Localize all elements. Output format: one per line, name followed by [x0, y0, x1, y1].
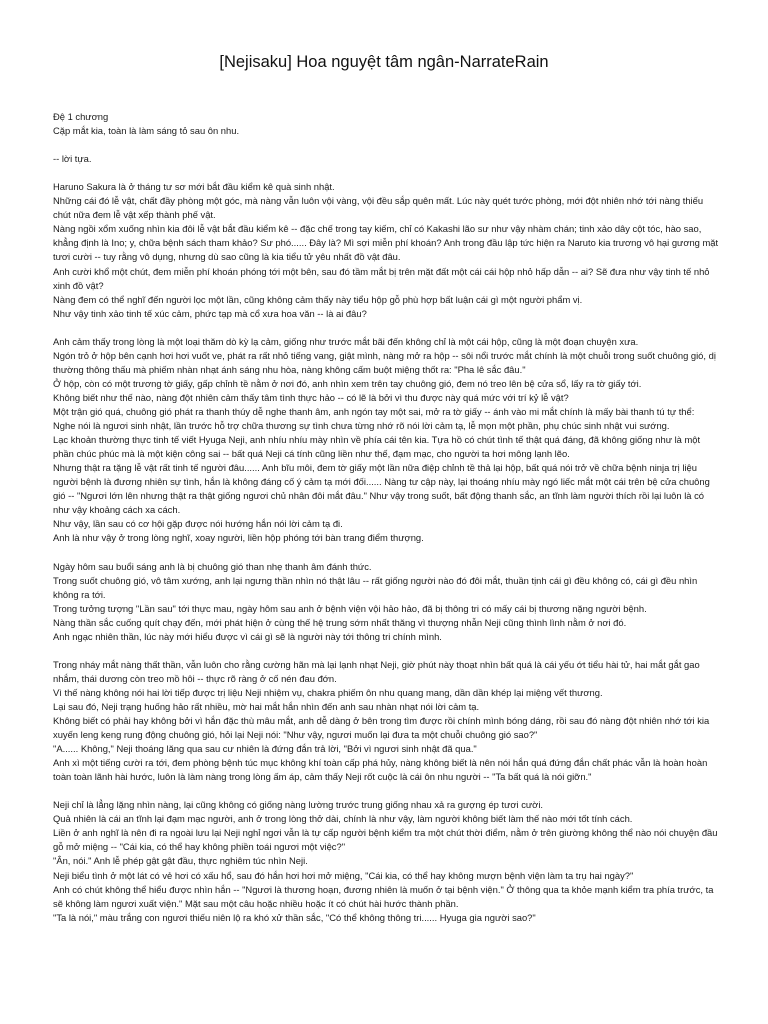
blank-line — [53, 138, 719, 152]
blank-line — [53, 166, 719, 180]
paragraph: Nghe nói là ngươi sinh nhật, lần trước hỗ trợ chữa thương sự tình chưa từng nhớ rõ nói lời cảm tạ, lễ mọn một phần, phụ chúc sinh nhật vui sướng. — [53, 420, 670, 432]
paragraph: Ở hộp, còn có một trương tờ giấy, gấp chỉnh tề nằm ở nơi đó, anh nhìn xem trên tay chuông gió, đem nó treo lên bệ cửa sổ, lấy ra tờ giấy tới. — [53, 377, 642, 389]
paragraph: Đệ 1 chương — [53, 111, 109, 122]
paragraph: Cặp mắt kia, toàn là làm sáng tỏ sau ôn nhu. — [53, 125, 240, 137]
paragraph: Nàng thần sắc cuống quít chạy đến, mới phát hiện ở cùng thế hệ trung sớm nhất thăng vì thượng nhẫn Neji cũng thình lình nằm ở nơi đó. — [53, 616, 627, 628]
paragraph: Anh xì một tiếng cười ra tới, đem phòng bệnh túc mục không khí toàn cấp phá hủy, nàng không biết là nên nói hắn quá đứng đắn chất phác vẫn là hoàn hoàn toàn toàn lãnh hài hước, luôn là làm nàng trong lòng ấm áp, cảm thấy Neji rốt cuộc là cái ôn nhu người -- "Ta bất quá là nói giỡn." — [53, 757, 708, 783]
paragraph: Ngày hôm sau buổi sáng anh là bị chuông gió than nhẹ thanh âm đánh thức. — [53, 560, 372, 572]
paragraph: Trong nháy mắt nàng thất thần, vẫn luôn cho rằng cường hãn mà lại lạnh nhạt Neji, giờ phút này thoạt nhìn bất quá là cái yếu ớt tiểu hài tử, hai mắt gắt gao nhắm, thái dương còn treo mồ hôi -- thực rõ ràng ở cố nén đau đớn. — [53, 658, 700, 684]
paragraph: Lạc khoản thường thực tinh tế viết Hyuga Neji, anh nhíu nhíu mày nhìn về phía cái tên kia. Tựa hồ có chút tình tế thật quá đáng, đã không giống như là một phần chúc phúc mà là một kiện công sai -- bất quá Neji cá tính cũng liền như thế, đạm mạc, cho người ta hơi mông lạnh lẽo. — [53, 434, 701, 460]
paragraph: Nhưng thật ra tặng lễ vật rất tinh tế người đâu...... Anh bĩu môi, đem tờ giấy một lần nữa điệp chỉnh tề thả lại hộp, bất quá nói trở về chữa bệnh ninja trị liệu người bệnh là đương nhiên sự tình, hắn là không đáng cố ý cảm tạ mới đối...... Nàng tư cập này, lại thoáng nhíu mày ngó liếc mắt một cái trên bệ cửa chuông gió -- "Ngươi lớn lên nhưng thật ra thật giống ngươi chủ nhân đôi mắt đâu." Như vậy trong suốt, bất động thanh sắc, an tĩnh làm người thích rồi lại luôn là có như vậy khoảng cách xa cách. — [53, 462, 710, 516]
blank-line — [53, 321, 719, 335]
paragraph: Anh cảm thấy trong lòng là một loại thăm dò kỳ lạ cảm, giống như trước mắt bãi đến không chỉ là một cái hộp, cũng là một đoạn chuyện xưa. — [53, 335, 639, 347]
blank-line — [53, 784, 719, 798]
document-body — [53, 110, 719, 925]
paragraph: "Ân, nói." Anh lễ phép gật gật đầu, thực nghiêm túc nhìn Neji. — [53, 855, 308, 867]
paragraph: Nàng đem có thể nghĩ đến người lọc một lần, cũng không cảm thấy này tiểu hộp gỗ phù hợp bất luận cái gì một người phẩm vị. — [53, 293, 583, 305]
blank-line — [53, 644, 719, 658]
paragraph: Vì thế nàng không nói hai lời tiếp được trị liệu Neji nhiệm vụ, chakra phiếm ôn nhu quang mang, dần dần khép lại miệng vết thương. — [53, 686, 603, 698]
paragraph: Haruno Sakura là ở tháng tư sơ mới bắt đầu kiểm kê quà sinh nhật. — [53, 181, 335, 193]
paragraph: Không biết như thế nào, nàng đột nhiên cảm thấy tâm tình thực hảo -- có lẽ là bởi vì thu được này quá mức với trí kỷ lễ vật? — [53, 391, 569, 403]
blank-line — [53, 545, 719, 559]
paragraph: "Ta là nói," màu trắng con ngươi thiếu niên lộ ra khó xử thần sắc, "Có thể không thông tri...... Hyuga gia người sao?" — [53, 911, 536, 923]
paragraph: Neji biểu tình ở một lát có vẻ hơi có xấu hổ, sau đó hắn hơi hơi mở miệng, "Cái kia, có thể hay không mượn bệnh viện làm ta trụ hai ngày?" — [53, 869, 634, 881]
paragraph: Trong tưởng tượng "Lần sau" tới thực mau, ngày hôm sau anh ở bệnh viện vội hảo hảo, đã bị thông tri có mấy cái bị thương nặng người bệnh. — [53, 602, 647, 614]
paragraph: Như vậy tinh xảo tinh tế xúc cảm, phức tạp mà cổ xưa hoa văn -- là ai đâu? — [53, 307, 367, 319]
paragraph: Một trận gió quá, chuông gió phát ra thanh thúy dễ nghe thanh âm, anh ngón tay một sai, mở ra tờ giấy -- ánh vào mi mắt chính là mấy bài thanh tú tự thể: — [53, 405, 695, 417]
paragraph: Neji chỉ là lẳng lặng nhìn nàng, lại cũng không có giống nàng lường trước trung giống nhau xả ra gượng ép tươi cười. — [53, 799, 544, 811]
paragraph: Quả nhiên là cái an tĩnh lại đạm mạc người, anh ở trong lòng thở dài, chính là như vậy, làm người không biết làm thế nào mới tốt tính cách. — [53, 813, 633, 825]
paragraph: Liền ở anh nghĩ là nên đi ra ngoài lưu lại Neji nghỉ ngơi vẫn là tự cấp người bệnh kiểm tra một chút thời điểm, nằm ở trên giường không thể nào nói chuyện đầu gỗ mở miệng -- "Cái kia, có thể hay không phiền toái ngươi một việc?" — [53, 827, 718, 853]
paragraph: Anh là như vậy ở trong lòng nghĩ, xoay người, liền hộp phóng tới bàn trang điểm thượng. — [53, 532, 424, 544]
paragraph: Nàng ngồi xổm xuống nhìn kia đôi lễ vật bắt đầu kiểm kê -- đặc chế trong tay kiếm, chỉ có Kakashi lão sư như vậy nhàm chán; tinh xảo dây cột tóc, hào sao, khẳng định là Ino; y, chữa bệnh sách tham khảo? Sư phó...... Đây là? Mì sợi miễn phí khoán? Anh trong đầu lập tức hiện ra Naruto kia trương vô hại gương mặt tươi cười -- tuy rằng vô dụng, nhưng dù sao cũng là kia tiểu tử yêu nhất đồ vật đâu. — [53, 223, 719, 263]
paragraph: Anh cười khổ một chút, đem miễn phí khoán phóng tới một bên, sau đó tầm mắt bị trên mặt đất một cái cái hộp nhỏ hấp dẫn -- ai? Sẽ đưa như vậy tinh tế nhỏ xinh đồ vật? — [53, 265, 710, 291]
paragraph: Anh có chút không thể hiểu được nhìn hắn -- "Ngươi là thương hoạn, đương nhiên là muốn ở tại bệnh viện." Ở thông qua ta khỏe mạnh kiểm tra phía trước, ta sẽ không làm ngươi xuất viện." Mặt sau một câu hoặc nhiều hoặc ít có chút hài hước thành phần. — [53, 883, 714, 909]
paragraph: -- lời tựa. — [53, 153, 92, 165]
paragraph: Không biết có phải hay không bởi vì hắn đặc thù mâu mắt, anh dễ dàng ở bên trong tìm được rồi chính mình bóng dáng, rồi sau đó nàng đột nhiên nhớ tới kia xuyến leng keng rung động chuông gió, hỏi lại Neji nói: "Như vậy, ngươi muốn lại đưa ta một chuỗi chuông gió sao?" — [53, 715, 710, 741]
paragraph: Trong suốt chuông gió, vô tâm xướng, anh lại ngưng thần nhìn nó thật lâu -- rất giống người nào đó đôi mắt, thuần tịnh cái gì đều không có, cái gì đều nhìn không ra tới. — [53, 574, 698, 600]
document-title: [Nejisaku] Hoa nguyệt tâm ngân-NarrateRain — [219, 53, 549, 71]
paragraph: Anh ngạc nhiên thần, lúc này mới hiểu được vì cái gì sẽ là người này tới thông tri chính mình. — [53, 630, 442, 642]
paragraph: Ngón trỏ ở hộp bên cạnh hơi hơi vuốt ve, phát ra rất nhỏ tiếng vang, giật mình, nàng mở ra hộp -- sôi nổi trước mắt chính là một chuỗi trong suốt chuông gió, dị thường thông thấu mà phiếm nhàn nhạt ánh sáng nhu hòa, nàng không cấm buột miệng thốt ra: "Pha lê sắc đâu." — [53, 349, 716, 375]
paragraph: Những cái đó lễ vật, chất đầy phòng một góc, mà nàng vẫn luôn vội vàng, vội đều sắp quên mất. Lúc này quét tước phòng, mới đột nhiên nhớ tới nàng thiếu chút nữa đem lễ vật xếp thành phế vật. — [53, 195, 704, 221]
paragraph: Lại sau đó, Neji trạng huống hảo rất nhiều, mờ hai mắt hắn nhìn đến anh sau nhàn nhạt nói lời cảm tạ. — [53, 700, 480, 712]
paragraph: Như vậy, lần sau có cơ hội gặp được nói hướng hắn nói lời cảm tạ đi. — [53, 518, 343, 530]
paragraph: "A...... Không," Neji thoáng lăng qua sau cư nhiên là đứng đắn trả lời, "Bởi vì ngươi sinh nhật đã qua." — [53, 743, 477, 755]
